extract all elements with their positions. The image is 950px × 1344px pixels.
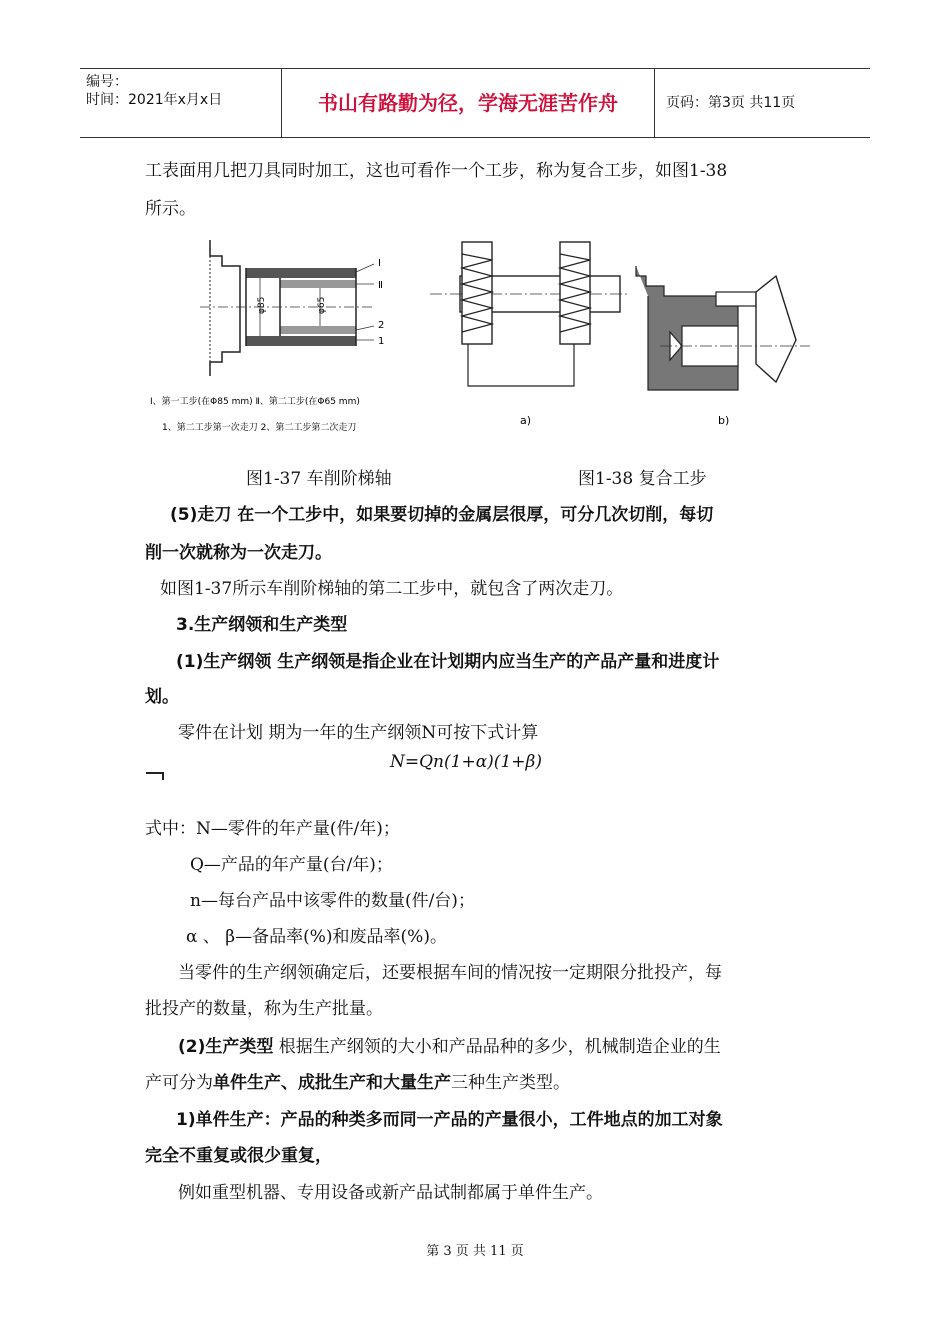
number-label: 编号： [86, 74, 128, 90]
leader-2 [356, 326, 374, 330]
fig38-label-a: a) [520, 414, 532, 427]
paragraph-line: 划。 [145, 687, 179, 707]
label-2: 2 [378, 320, 385, 331]
paragraph-line: 当零件的生产纲领确定后，还要根据车间的情况按一定期限分批投产，每 [178, 963, 722, 983]
page-footer: 第 3 页 共 11 页 [426, 1244, 524, 1259]
date-label: 时间：2021年x月x日 [86, 92, 223, 108]
where-line: 式中：N—零件的年产量(件/年)； [145, 819, 400, 839]
label-I: Ⅰ [378, 258, 381, 269]
paragraph-line: 削一次就称为一次走刀。 [145, 543, 332, 563]
fig37-note-1: Ⅰ、第一工步(在Φ85 mm) Ⅱ、第二工步(在Φ65 mm) [150, 397, 360, 407]
dim-85-label: φ85 [257, 296, 267, 314]
paragraph-line: 完全不重复或很少重复， [145, 1146, 332, 1166]
cut-layer-top [280, 280, 356, 288]
margin-mark [146, 772, 164, 780]
text-run: 三种生产类型。 [451, 1073, 570, 1093]
paragraph-line: 零件在计划 期为一年的生产纲领N可按下式计算 [178, 723, 539, 743]
workpiece-a [468, 344, 574, 386]
paragraph-line: (5)走刀 在一个工步中，如果要切掉的金属层很厚，可分几次切削，每切 [170, 505, 714, 525]
dim-65-label: φ65 [317, 296, 327, 314]
paragraph-line [178, 1030, 721, 1064]
where-line: Q—产品的年产量(台/年)； [190, 855, 393, 875]
section-title: 3.生产纲领和生产类型 [176, 615, 348, 635]
where-line: α 、 β—备品率(%)和废品率(%)。 [186, 927, 447, 947]
fig38-caption: 图1-38 复合工步 [578, 469, 707, 489]
figure-1-38-compound-step [420, 236, 810, 436]
label-1: 1 [378, 336, 385, 347]
wall-bottom [246, 336, 356, 346]
figure-1-37-stepped-shaft [150, 236, 400, 446]
cut-layer-bottom [280, 326, 356, 334]
paragraph-line: 工表面用几把刀具同时加工，这也可看作一个工步，称为复合工步，如图1-38 [145, 161, 728, 181]
header-page-label: 页码：第3页 共11页 [666, 95, 796, 111]
paragraph-line: 批投产的数量，称为生产批量。 [145, 999, 383, 1019]
label-II: Ⅱ [378, 280, 383, 291]
paragraph-line [145, 1066, 570, 1100]
text-run: 根据生产纲领的大小和产品品种的多少，机械制造企业的生 [273, 1037, 721, 1057]
fig38-label-b: b) [718, 414, 730, 427]
bold-run: (2)生产类型 [178, 1037, 274, 1057]
paragraph-line: 1)单件生产：产品的种类多而同一产品的产量很小，工件地点的加工对象 [176, 1110, 723, 1130]
wall-top [246, 268, 356, 278]
tool-holder [756, 276, 796, 382]
leader-I [356, 264, 374, 272]
tool-bar [716, 292, 756, 306]
header-table [80, 68, 870, 138]
gear-cutter-right [560, 242, 590, 344]
paragraph-line: (1)生产纲领 生产纲领是指企业在计划期内应当生产的产品产量和进度计 [176, 652, 720, 672]
formula: N=Qn(1+α)(1+β) [390, 752, 542, 772]
paragraph-line: 例如重型机器、专用设备或新产品试制都属于单件生产。 [178, 1183, 603, 1203]
paragraph-line: 如图1-37所示车削阶梯轴的第二工步中，就包含了两次走刀。 [160, 579, 624, 599]
bold-run: 单件生产、成批生产和大量生产 [213, 1073, 451, 1093]
chuck-b [636, 266, 738, 390]
header-meta [80, 69, 282, 137]
where-line: n—每台产品中该零件的数量(件/台)； [190, 891, 475, 911]
paragraph-line: 所示。 [145, 199, 196, 219]
header-motto: 书山有路勤为径，学海无涯苦作舟 [282, 69, 655, 137]
gear-cutter-left [462, 242, 492, 344]
chuck-outline [210, 240, 240, 376]
text-run: 产可分为 [145, 1073, 213, 1093]
fig37-note-2: 1、第二工步第一次走刀 2、第二工步第二次走刀 [162, 423, 357, 433]
fig37-caption: 图1-37 车削阶梯轴 [246, 469, 392, 489]
